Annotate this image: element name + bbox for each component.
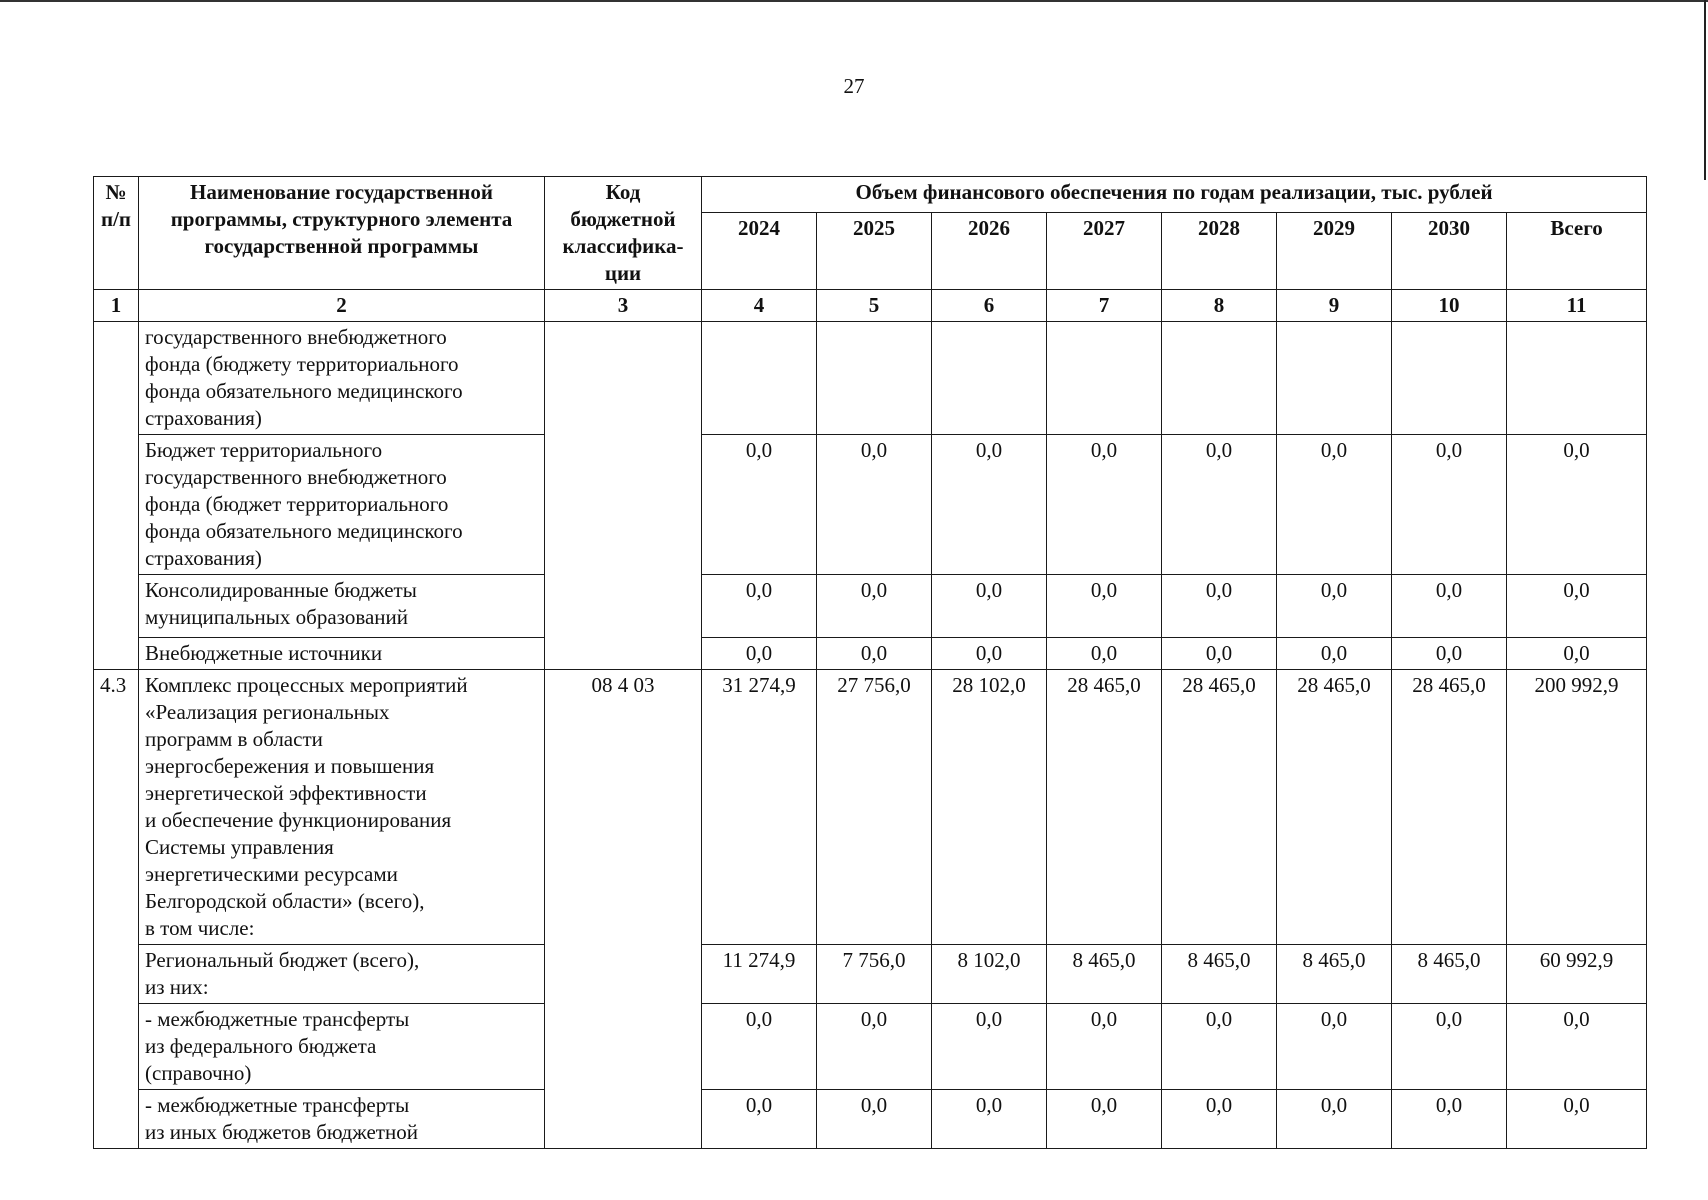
header-year: 2026	[932, 213, 1047, 290]
value-cell: 60 992,9	[1507, 945, 1647, 1004]
value-cell: 0,0	[702, 575, 817, 638]
table-row	[94, 435, 1647, 575]
row-index	[94, 322, 139, 670]
row-name: Внебюджетные источники	[139, 638, 545, 670]
column-number: 2	[139, 290, 545, 322]
table-row	[94, 670, 1647, 945]
row-index: 4.3	[94, 670, 139, 1149]
value-cell: 0,0	[1047, 638, 1162, 670]
value-cell: 0,0	[1277, 638, 1392, 670]
value-cell: 0,0	[1162, 1004, 1277, 1090]
header-year: 2030	[1392, 213, 1507, 290]
table-row	[94, 322, 1647, 435]
value-cell: 0,0	[1392, 1090, 1507, 1149]
value-cell: 28 465,0	[1277, 670, 1392, 945]
value-cell: 7 756,0	[817, 945, 932, 1004]
value-cell: 0,0	[1162, 1090, 1277, 1149]
column-number: 9	[1277, 290, 1392, 322]
column-number: 4	[702, 290, 817, 322]
row-name: Комплекс процессных мероприятий «Реализация региональных программ в области энергосбережения и повышения энергетической эффективности и обеспечение функционирования Системы управления энергетическими ресурсами Белгородской области» (всего), в том числе:	[139, 670, 545, 945]
value-cell: 8 465,0	[1162, 945, 1277, 1004]
column-number: 7	[1047, 290, 1162, 322]
value-cell: 0,0	[1507, 435, 1647, 575]
value-cell	[932, 322, 1047, 435]
value-cell: 28 465,0	[1162, 670, 1277, 945]
column-number: 11	[1507, 290, 1647, 322]
value-cell: 0,0	[1277, 1004, 1392, 1090]
value-cell	[817, 322, 932, 435]
value-cell	[1277, 322, 1392, 435]
row-code	[545, 322, 702, 670]
value-cell: 11 274,9	[702, 945, 817, 1004]
column-number: 5	[817, 290, 932, 322]
row-code: 08 4 03	[545, 670, 702, 1149]
header-year: 2024	[702, 213, 817, 290]
header-year: 2027	[1047, 213, 1162, 290]
top-scan-line	[0, 0, 1708, 2]
value-cell: 0,0	[1162, 575, 1277, 638]
value-cell: 0,0	[1162, 435, 1277, 575]
header-row-1	[94, 177, 1647, 213]
value-cell: 0,0	[1507, 1004, 1647, 1090]
value-cell: 0,0	[702, 1004, 817, 1090]
row-name: - межбюджетные трансферты из федерального бюджета (справочно)	[139, 1004, 545, 1090]
value-cell: 0,0	[1507, 575, 1647, 638]
value-cell: 0,0	[1277, 575, 1392, 638]
header-col-num: № п/п	[94, 177, 139, 290]
value-cell: 0,0	[702, 435, 817, 575]
value-cell: 0,0	[1392, 575, 1507, 638]
value-cell: 0,0	[817, 435, 932, 575]
header-year: 2028	[1162, 213, 1277, 290]
row-name: Консолидированные бюджеты муниципальных образований	[139, 575, 545, 638]
column-number: 10	[1392, 290, 1507, 322]
value-cell: 200 992,9	[1507, 670, 1647, 945]
value-cell: 0,0	[932, 638, 1047, 670]
header-year: 2029	[1277, 213, 1392, 290]
value-cell: 0,0	[932, 575, 1047, 638]
value-cell: 0,0	[1277, 1090, 1392, 1149]
row-name: государственного внебюджетного фонда (бюджету территориального фонда обязательного медицинского страхования)	[139, 322, 545, 435]
column-numbers-row	[94, 290, 1647, 322]
value-cell	[1162, 322, 1277, 435]
value-cell: 8 465,0	[1392, 945, 1507, 1004]
value-cell: 0,0	[817, 1090, 932, 1149]
header-col-volume: Объем финансового обеспечения по годам реализации, тыс. рублей	[702, 177, 1647, 213]
table-row	[94, 1004, 1647, 1090]
value-cell: 0,0	[1277, 435, 1392, 575]
value-cell: 0,0	[702, 1090, 817, 1149]
table-row	[94, 638, 1647, 670]
column-number: 8	[1162, 290, 1277, 322]
value-cell	[1047, 322, 1162, 435]
value-cell: 0,0	[1047, 435, 1162, 575]
value-cell: 8 465,0	[1047, 945, 1162, 1004]
value-cell: 0,0	[1047, 1004, 1162, 1090]
value-cell: 0,0	[1392, 435, 1507, 575]
value-cell	[702, 322, 817, 435]
header-col-code: Код бюджетной классифика-ции	[545, 177, 702, 290]
value-cell: 8 465,0	[1277, 945, 1392, 1004]
value-cell: 0,0	[932, 1090, 1047, 1149]
value-cell	[1507, 322, 1647, 435]
value-cell: 0,0	[932, 435, 1047, 575]
value-cell: 28 102,0	[932, 670, 1047, 945]
table-row	[94, 1090, 1647, 1149]
value-cell: 0,0	[1392, 1004, 1507, 1090]
value-cell: 28 465,0	[1392, 670, 1507, 945]
row-name: - межбюджетные трансферты из иных бюджетов бюджетной	[139, 1090, 545, 1149]
value-cell: 0,0	[1162, 638, 1277, 670]
row-name: Региональный бюджет (всего), из них:	[139, 945, 545, 1004]
column-number: 3	[545, 290, 702, 322]
header-year: 2025	[817, 213, 932, 290]
value-cell: 0,0	[1507, 1090, 1647, 1149]
value-cell: 31 274,9	[702, 670, 817, 945]
value-cell: 0,0	[1047, 1090, 1162, 1149]
table-row	[94, 575, 1647, 638]
financing-table	[93, 176, 1647, 1149]
value-cell: 27 756,0	[817, 670, 932, 945]
value-cell: 0,0	[817, 575, 932, 638]
row-name: Бюджет территориального государственного внебюджетного фонда (бюджет территориального фонда обязательного медицинского страхования)	[139, 435, 545, 575]
value-cell: 0,0	[1047, 575, 1162, 638]
column-number: 1	[94, 290, 139, 322]
value-cell: 0,0	[817, 1004, 932, 1090]
value-cell: 0,0	[1392, 638, 1507, 670]
value-cell: 0,0	[702, 638, 817, 670]
value-cell: 0,0	[1507, 638, 1647, 670]
table-row	[94, 945, 1647, 1004]
value-cell: 8 102,0	[932, 945, 1047, 1004]
page-number: 27	[843, 74, 865, 98]
value-cell	[1392, 322, 1507, 435]
header-total: Всего	[1507, 213, 1647, 290]
value-cell: 0,0	[817, 638, 932, 670]
value-cell: 0,0	[932, 1004, 1047, 1090]
value-cell: 28 465,0	[1047, 670, 1162, 945]
header-col-name: Наименование государственной программы, структурного элемента государственной программы	[139, 177, 545, 290]
column-number: 6	[932, 290, 1047, 322]
